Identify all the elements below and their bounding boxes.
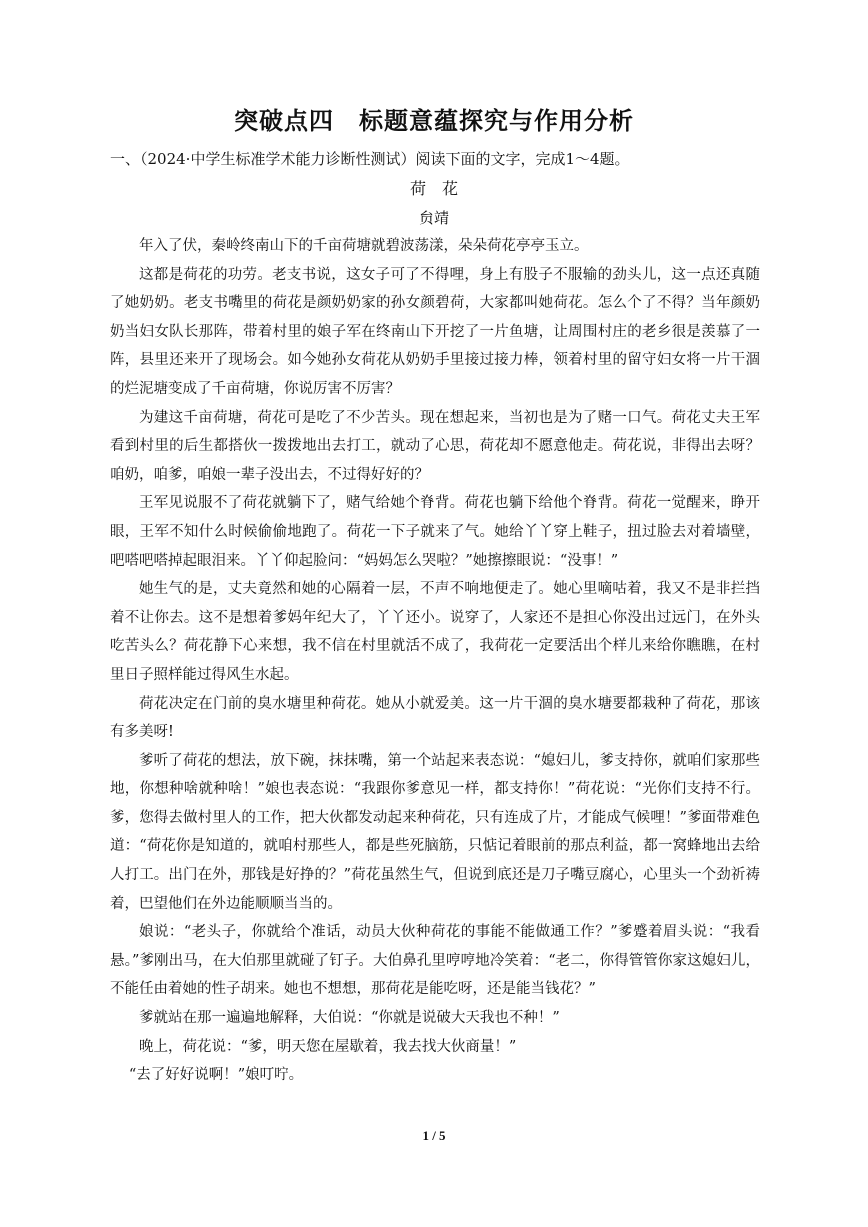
story-body xyxy=(110,232,760,1090)
paragraph: 荷花决定在门前的臭水塘里种荷花。她从小就爱美。这一片干涸的臭水塘要都栽种了荷花，那该有多美呀! xyxy=(110,695,760,741)
paragraph: 为建这千亩荷塘，荷花可是吃了不少苦头。现在想起来，当初也是为了赌一口气。荷花丈夫王军看到村里的后生都搭伙一拨拨地出去打工，就动了心思，荷花却不愿意他走。荷花说，非得出去呀？咱奶，咱爹，咱娘一辈子没出去，不过得好好的？ xyxy=(110,409,760,483)
paragraph: 年入了伏，秦岭终南山下的千亩荷塘就碧波荡漾，朵朵荷花亭亭玉立。 xyxy=(139,238,589,254)
paragraph: 这都是荷花的功劳。老支书说，这女子可了不得哩，身上有股子不服输的劲头儿，这一点还真随了她奶奶。老支书嘴里的荷花是颜奶奶家的孙女颜碧荷，大家都叫她荷花。怎么个了不得？当年颜奶奶当妇女队长那阵，带着村里的娘子军在终南山下开挖了一片鱼塘，让周围村庄的老乡很是羡慕了一阵，县里还来开了现场会。如今她孙女荷花从奶奶手里接过接力棒，领着村里的留守妇女将一片干涸的烂泥塘变成了千亩荷塘，你说厉害不厉害？ xyxy=(110,266,760,397)
paragraph: 王军见说服不了荷花就躺下了，赌气给她个脊背。荷花也躺下给他个脊背。荷花一觉醒来，睁开眼，王军不知什么时候偷偷地跑了。荷花一下子就来了气。她给丫丫穿上鞋子，扭过脸去对着墙壁，吧嗒吧嗒掉起眼泪来。丫丫仰起脸问：“妈妈怎么哭啦？”她擦擦眼说：“没事！” xyxy=(110,495,760,569)
paragraph: 爹就站在那一遍遍地解释，大伯说：“你就是说破大天我也不种！” xyxy=(139,1010,560,1027)
story-title: 荷 花 xyxy=(409,179,458,198)
section-title: 突破点四 标题意蕴探究与作用分析 xyxy=(234,107,634,135)
paragraph: “去了好好说啊！”娘叮咛。 xyxy=(128,1067,304,1084)
page-number: 1 / 5 xyxy=(422,1128,446,1143)
story-author: 贠靖 xyxy=(418,209,449,227)
question-instruction: 一、（2024·中学生标准学术能力诊断性测试）阅读下面的文字，完成1～4题。 xyxy=(110,150,630,168)
paragraph: 娘说：“老头子，你就给个准话，动员大伙种荷花的事能不能做通工作？”爹蹙着眉头说：“我看悬。”爹刚出马，在大伯那里就碰了钉子。大伯鼻孔里哼哼地冷笑着：“老二，你得管管你家这媳妇儿，不能任由着她的性子胡来。她也不想想，那荷花是能吃呀，还是能当钱花？” xyxy=(110,924,760,998)
paragraph: 她生气的是，丈夫竟然和她的心隔着一层，不声不响地便走了。她心里嘀咕着，我又不是非拦挡着不让你去。这不是想着爹妈年纪大了，丫丫还小。说穿了，人家还不是担心你没出过远门，在外头吃苦头么？荷花静下心来想，我不信在村里就活不成了，我荷花一定要活出个样儿来给你瞧瞧，在村里日子照样能过得风生水起。 xyxy=(110,581,760,683)
paragraph: 爹听了荷花的想法，放下碗，抹抹嘴，第一个站起来表态说：“媳妇儿，爹支持你，就咱们家那些地，你想种啥就种啥！”娘也表态说：“我跟你爹意见一样，都支持你！”荷花说：“光你们支持不行。爹，您得去做村里人的工作，把大伙都发动起来种荷花，只有连成了片，才能成气候哩！”爹面带难色道：“荷花你是知道的，就咱村那些人，都是些死脑筋，只惦记着眼前的那点利益，都一窝蜂地出去给人打工。出门在外，那钱是好挣的？”荷花虽然生气，但说到底还是刀子嘴豆腐心，心里头一个劲祈祷着，巴望他们在外边能顺顺当当的。 xyxy=(110,752,760,912)
paragraph: 晚上，荷花说：“爹，明天您在屋歇着，我去找大伙商量！” xyxy=(139,1038,517,1055)
